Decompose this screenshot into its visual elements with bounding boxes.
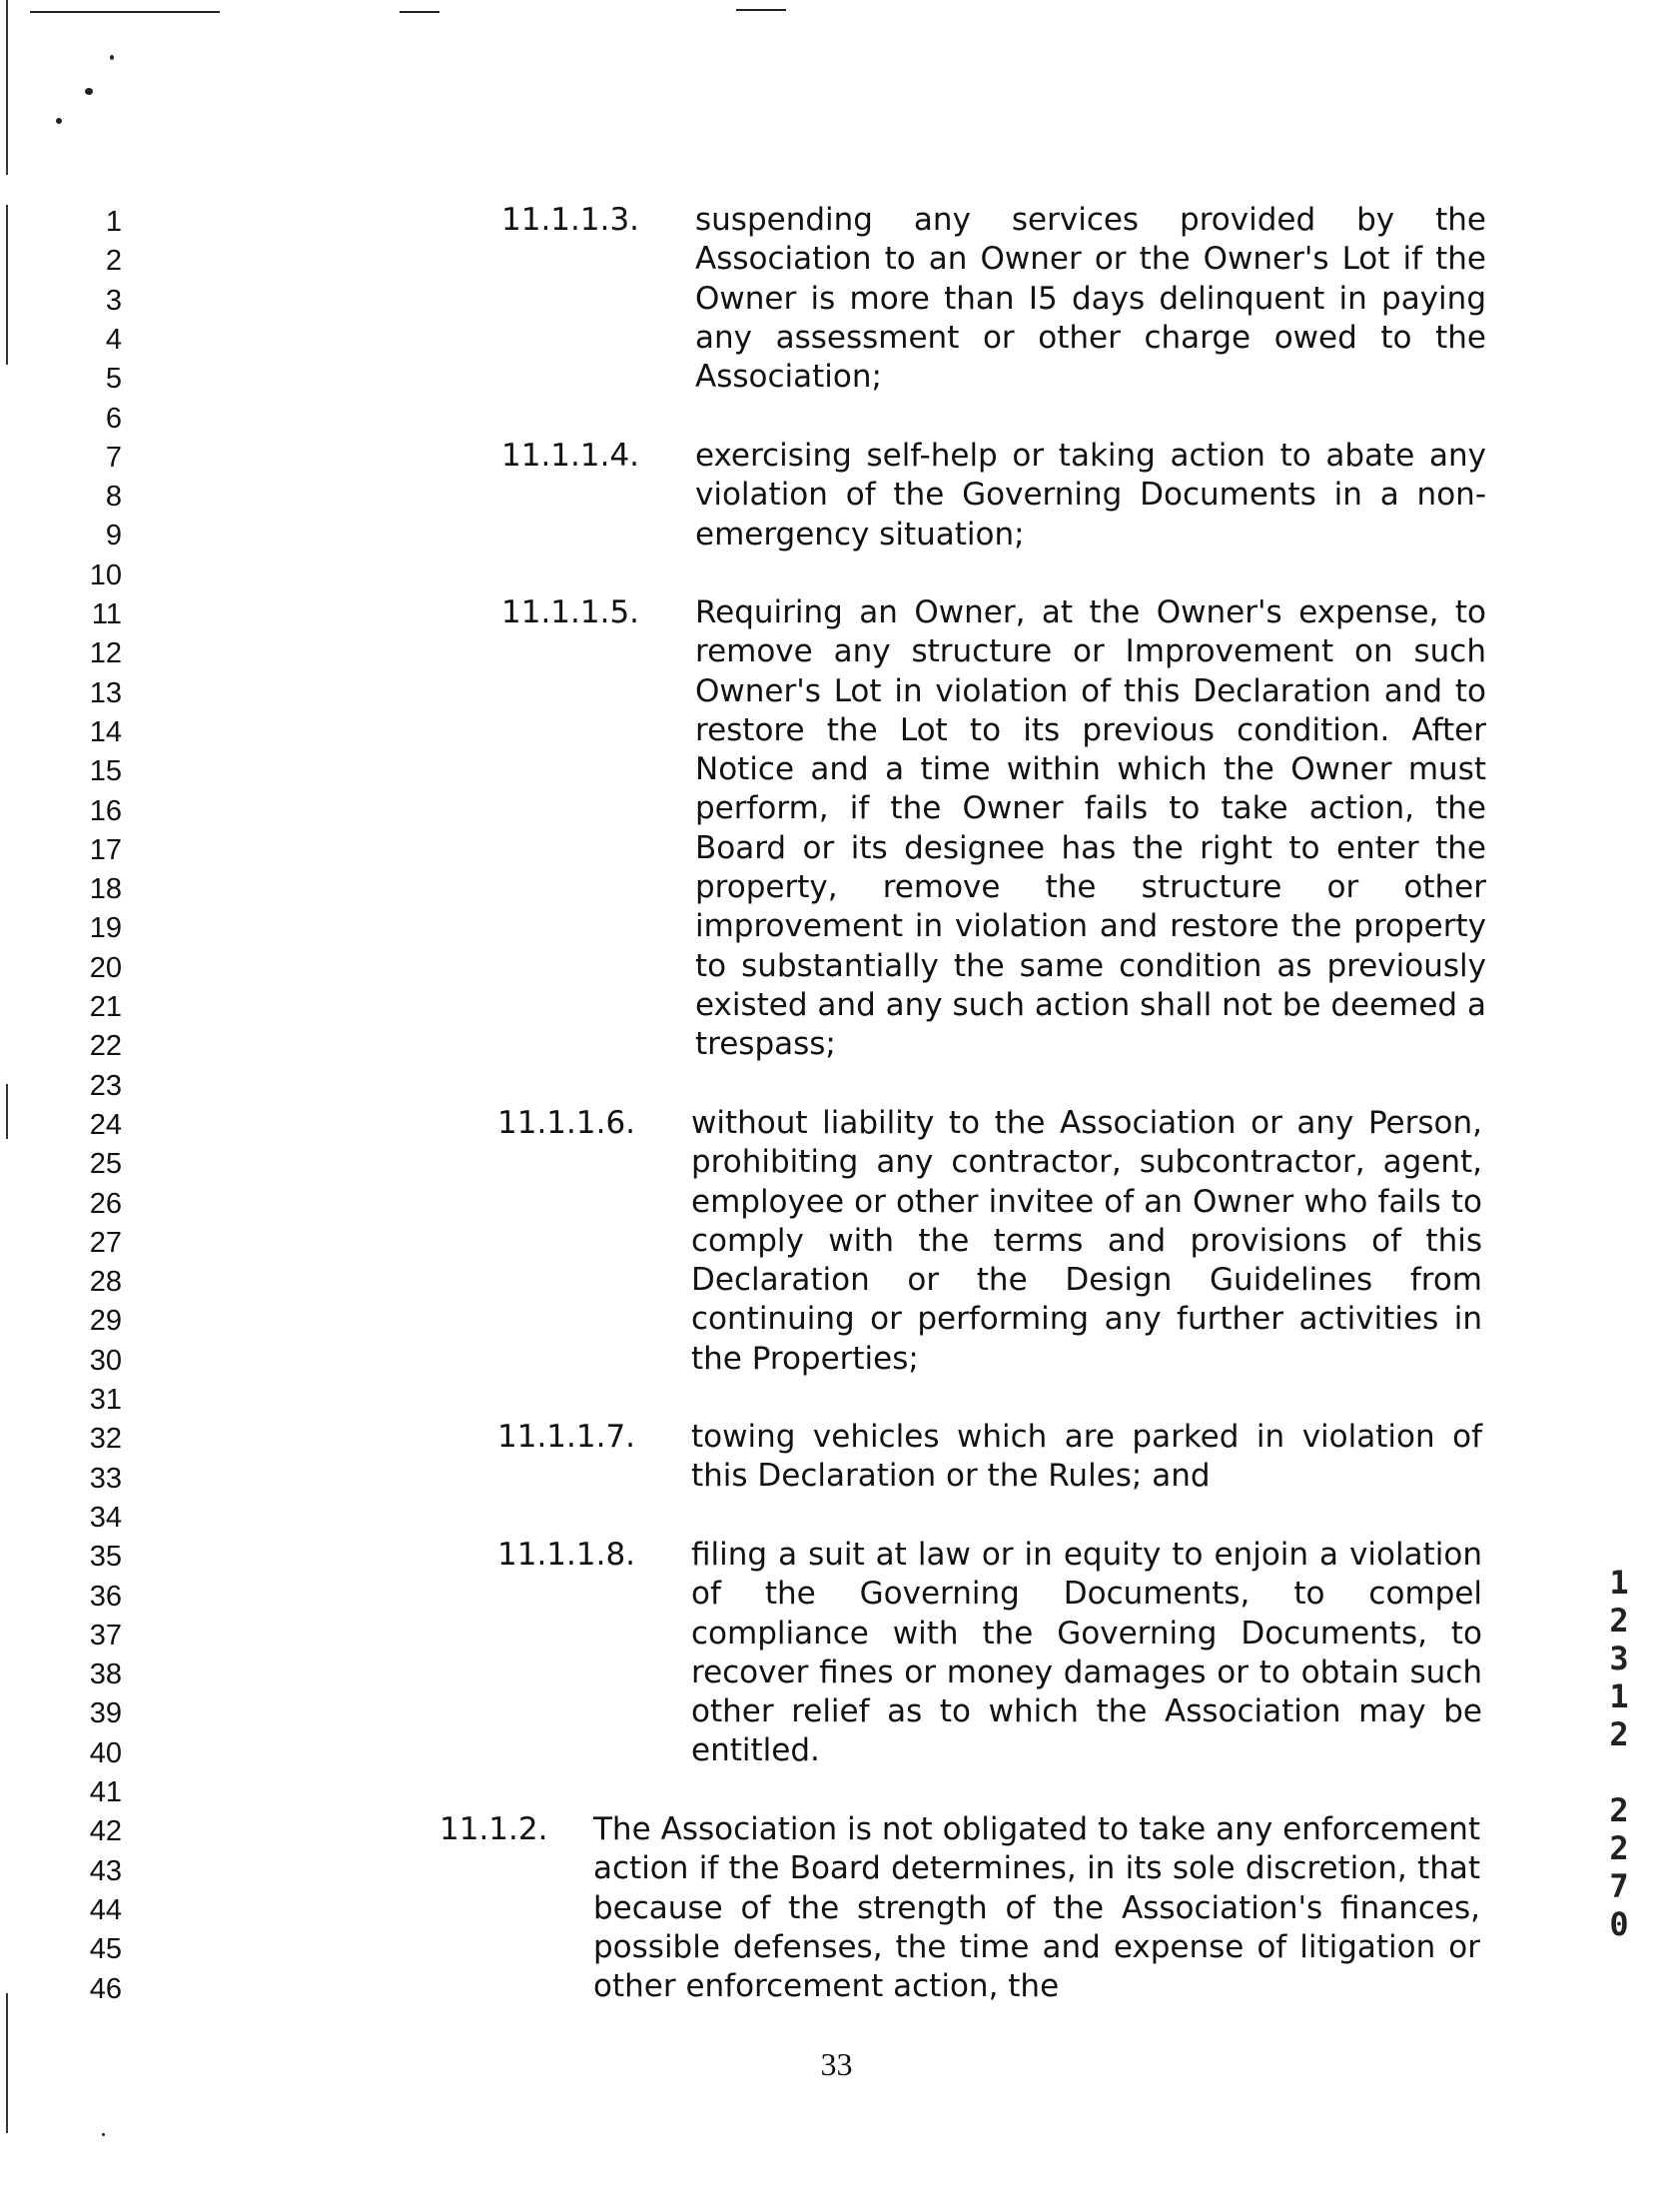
- line-number: 27: [89, 1226, 122, 1259]
- line-number: 3: [105, 284, 122, 317]
- line-number: 22: [89, 1030, 122, 1063]
- paragraph-number: 11.1.1.6.: [497, 1105, 636, 1141]
- line-number: 16: [89, 794, 122, 827]
- line-number: 1: [105, 206, 122, 238]
- stamp-digit: 0: [1609, 1905, 1629, 1943]
- paragraph-text: filing a suit at law or in equity to enjoin a violation of the Governing Documents, to compel compliance with the Governing Documents, to recover fines or money damages or to obtain such other relief as to which the Association may be entitled.: [691, 1537, 1482, 1769]
- line-number: 45: [89, 1933, 122, 1966]
- scan-speck: [110, 55, 114, 60]
- line-number: 37: [89, 1619, 122, 1652]
- line-number: 29: [89, 1305, 122, 1338]
- line-number: 32: [89, 1423, 122, 1456]
- line-number: 6: [105, 402, 122, 435]
- scan-edge-line: [6, 205, 8, 365]
- line-number: 33: [89, 1462, 122, 1495]
- page-number: 33: [820, 2046, 853, 2082]
- paragraph-number: 11.1.1.5.: [501, 594, 640, 630]
- line-number: 20: [89, 951, 122, 984]
- stamp-digit: 2: [1609, 1791, 1629, 1829]
- line-number: 40: [89, 1736, 122, 1769]
- line-number: 21: [89, 991, 122, 1023]
- paragraph-number: 11.1.1.7.: [497, 1419, 636, 1455]
- scan-speck: [85, 88, 93, 95]
- line-number: 5: [105, 363, 122, 396]
- line-number: 14: [89, 715, 122, 748]
- paragraph-text: suspending any services provided by the Association to an Owner or the Owner's Lot if the Owner is more than I5 days delinquent in paying any assessment or other charge owed to the Association;: [695, 202, 1486, 396]
- paragraph-text: Requiring an Owner, at the Owner's expense, to remove any structure or Improvement on such Owner's Lot in violation of this Declaration and to restore the Lot to its previous condition. After Notice and a time within which the Owner must perform, if the Owner fails to take action, the Board or its designee has the right to enter the property, remove the structure or other improvement in violation and restore the property to substantially the same condition as previously existed and any such action shall not be deemed a trespass;: [695, 594, 1486, 1063]
- line-number: 42: [89, 1815, 122, 1848]
- line-number: 44: [89, 1893, 122, 1926]
- line-number: 19: [89, 912, 122, 945]
- line-number: 34: [89, 1501, 122, 1534]
- scan-edge-line: [6, 0, 8, 175]
- line-number: 8: [105, 481, 122, 514]
- scan-speck: [56, 118, 62, 124]
- line-number: 30: [89, 1344, 122, 1377]
- line-number: 17: [89, 833, 122, 866]
- line-number: 7: [105, 441, 122, 474]
- line-number: 9: [105, 520, 122, 553]
- line-number: 13: [89, 676, 122, 709]
- line-number: 23: [89, 1069, 122, 1102]
- stamp-digit: 2: [1609, 1602, 1629, 1640]
- line-number: 25: [89, 1148, 122, 1181]
- stamp-digit: 3: [1609, 1640, 1629, 1677]
- line-number: 4: [105, 323, 122, 356]
- line-number: 12: [89, 637, 122, 670]
- line-number: 35: [89, 1541, 122, 1574]
- scan-edge-line: [400, 11, 439, 13]
- line-number: 46: [89, 1972, 122, 2005]
- line-number: 38: [89, 1659, 122, 1691]
- line-number: 28: [89, 1266, 122, 1299]
- paragraph-number: 11.1.1.3.: [501, 202, 640, 238]
- paragraph-text: The Association is not obligated to take any enforcement action if the Board determines, in its sole discretion, that because of the strength of the Association's finances, possible defenses, the time and expense of litigation or other enforcement action, the: [593, 1811, 1480, 2005]
- scan-edge-line: [736, 9, 786, 11]
- line-number: 26: [89, 1187, 122, 1220]
- stamp-digit: 1: [1609, 1564, 1629, 1602]
- stamp-digit: 2: [1609, 1715, 1629, 1753]
- paragraph-number: 11.1.1.8.: [497, 1537, 636, 1573]
- line-number: 39: [89, 1697, 122, 1730]
- line-number: 24: [89, 1108, 122, 1141]
- line-number: 2: [105, 245, 122, 278]
- line-number: 18: [89, 873, 122, 906]
- paragraph-text: exercising self-help or taking action to abate any violation of the Governing Documents in a non-emergency situation;: [695, 438, 1486, 553]
- line-number: 36: [89, 1580, 122, 1613]
- stamp-digit: 7: [1609, 1867, 1629, 1905]
- paragraph-text: without liability to the Association or any Person, prohibiting any contractor, subcontractor, agent, employee or other invitee of an Owner who fails to comply with the terms and provisions of this Declaration or the Design Guidelines from continuing or performing any further activities in the Properties;: [691, 1105, 1482, 1377]
- scan-edge-line: [30, 11, 220, 13]
- paragraph-number: 11.1.2.: [439, 1811, 548, 1847]
- line-number: 43: [89, 1854, 122, 1887]
- line-number: 15: [89, 755, 122, 788]
- line-number: 10: [89, 558, 122, 591]
- scan-speck: [102, 2133, 105, 2136]
- stamp-digit: 1: [1609, 1677, 1629, 1715]
- line-number: 41: [89, 1776, 122, 1808]
- line-number: 11: [91, 598, 122, 630]
- scan-edge-line: [6, 1084, 8, 1139]
- stamp-digit: 2: [1609, 1829, 1629, 1867]
- line-number: 31: [89, 1384, 122, 1416]
- paragraph-number: 11.1.1.4.: [501, 438, 640, 474]
- paragraph-text: towing vehicles which are parked in violation of this Declaration or the Rules; and: [691, 1419, 1482, 1495]
